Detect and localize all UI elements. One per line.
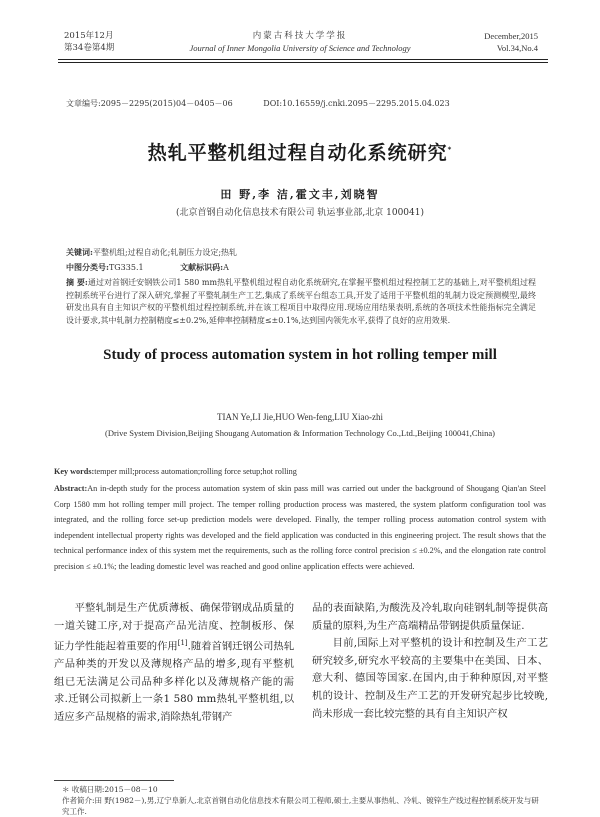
abstract-en-label: Abstract:	[54, 484, 88, 493]
doc-code-label: 文献标识码:	[180, 262, 224, 272]
keywords-cn	[66, 246, 536, 260]
journal-date-en	[484, 30, 538, 54]
article-meta	[66, 98, 454, 109]
abstract-cn	[66, 276, 536, 327]
paper-title-en: Study of process automation system in hot rolling temper mill	[103, 347, 497, 363]
keywords-cn-label: 关键词:	[66, 247, 93, 257]
doi: DOI:10.16559/j.cnki.2095－2295.2015.04.023	[263, 99, 450, 108]
keywords-en-label: Key words:	[54, 467, 95, 476]
body-right-paragraph-1: 品的表面缺陷,为酸洗及冷轧取向硅钢轧制等提供高质量的原料,为生产高端精品带钢提供质量保证.	[312, 602, 548, 632]
authors-cn: 田 野,李 洁,霍文丰,刘晓智	[220, 188, 380, 201]
abstract-en	[54, 481, 546, 575]
classification-cn	[66, 261, 536, 275]
received-date: ＊ 收稿日期:2015－08－10	[62, 785, 158, 794]
abstract-cn-label: 摘 要:	[66, 277, 88, 287]
paper-title-cn-text: 热轧平整机组过程自动化系统研究	[147, 142, 448, 164]
doc-code-value: A	[223, 263, 229, 272]
journal-date-en-line: December,2015	[484, 31, 538, 41]
header-rule	[58, 59, 548, 60]
keywords-en	[54, 466, 544, 478]
keywords-en-text: temper mill;process automation;rolling force setup;hot rolling	[94, 467, 297, 476]
article-number: 文章编号:2095－2295(2015)04－0405－06	[66, 99, 233, 108]
footnote-rule	[54, 780, 174, 781]
clc-value: TG335.1	[108, 263, 144, 272]
keywords-cn-text: 平整机组;过程自动化;轧制压力设定;热轧	[92, 248, 238, 257]
affiliation-cn: (北京首钢自动化信息技术有限公司 轨运事业部,北京 100041)	[176, 208, 424, 218]
journal-volume-en: Vol.34,No.4	[496, 43, 538, 53]
affiliation-en: (Drive System Division,Beijing Shougang Automation & Information Technology Co.,Ltd.,Beijing 100041,China)	[105, 428, 495, 438]
abstract-cn-text: 通过对首钢迁安钢铁公司1 580 mm热轧平整机组过程自动化系统研究,在掌握平整机组过程控制工艺的基础上,对平整机组过程控制系统平台进行了深入研究,掌握了平整轧制生产工艺,集成了系统平台组态工具,开发了适用于平整机组的轧制力设定预测模型,最终研发出具有自主知识产权的平整机组过程控制系统,并在该工程项目中取得应用.现场应用结果表明,系统的各项技术性能指标完全满足设计要求,其中轧制力控制精度≤±0.2%,延伸率控制精度≤±0.1%,达到国内领先水平,获得了良好的应用效果.	[66, 278, 536, 325]
header-rule-thin	[58, 62, 548, 63]
clc-label: 中图分类号:	[66, 262, 109, 272]
journal-name-cn: 内蒙古科技大学学报	[252, 31, 348, 41]
footnote	[62, 784, 546, 817]
abstract-en-text: An in-depth study for the process automation system of skin pass mill was carried out under the background of Shougang Qian'an Steel Corp 1580 mm hot rolling temper mill project. The temper rolling production process was mastered, the system platform configuration tool was integrated, and the rolling force set-up prediction models were developed. Finally, the temper rolling process automation control system with independent intellectual property rights was developed and the field application was conducted in this engineering project. The result shows that the technical performance index of this system met the requirements, such as the rolling force control precision ≤ ±0.2%, and the elongation rate control precision ≤ ±0.1%; the leading domestic level was reached and good online application effects were achieved.	[54, 484, 546, 571]
paper-title-cn	[0, 138, 600, 165]
body-column-left	[54, 600, 294, 727]
journal-name-en: Journal of Inner Mongolia University of Science and Technology	[189, 43, 411, 53]
body-right-paragraph-2: 目前,国际上对平整机的设计和控制及生产工艺研究较多,研究水平较高的主要集中在美国、日本、意大利、德国等国家.在国内,由于种种原因,对平整机的设计、控制及生产工艺的开发研究起步比较晚,尚未形成一套比较完整的具有自主知识产权	[312, 637, 548, 720]
body-left-text: 平整轧制是生产优质薄板、确保带钢成品质量的一道关键工序,对于提高产品光洁度、控制板形、保证力学性能起着重要的作用	[54, 602, 294, 653]
journal-date: 2015年12月	[64, 31, 114, 41]
authors-en: TIAN Ye,LI Jie,HUO Wen-feng,LIU Xiao-zhi	[216, 412, 384, 422]
body-column-right	[312, 600, 548, 723]
author-bio: 作者简介:田 野(1982－),男,辽宁阜新人,北京首钢自动化信息技术有限公司工程师,硕士,主要从事热轧、冷轧、镀锌生产线过程控制系统开发与研究工作.	[62, 796, 539, 816]
body-left-text-cont: .随着首钢迁钢公司热轧产品种类的开发以及薄规格产品的增多,现有平整机组已无法满足公司品种多样化以及薄规格产能的需求.迁钢公司拟新上一条1 580 mm热轧平整机组,以适应多产品规格的需求,消除热轧带钢产	[54, 640, 295, 723]
title-footnote-mark: *	[447, 145, 453, 154]
journal-volume: 第34卷第4期	[64, 43, 115, 53]
citation-ref: [1]	[177, 639, 188, 648]
